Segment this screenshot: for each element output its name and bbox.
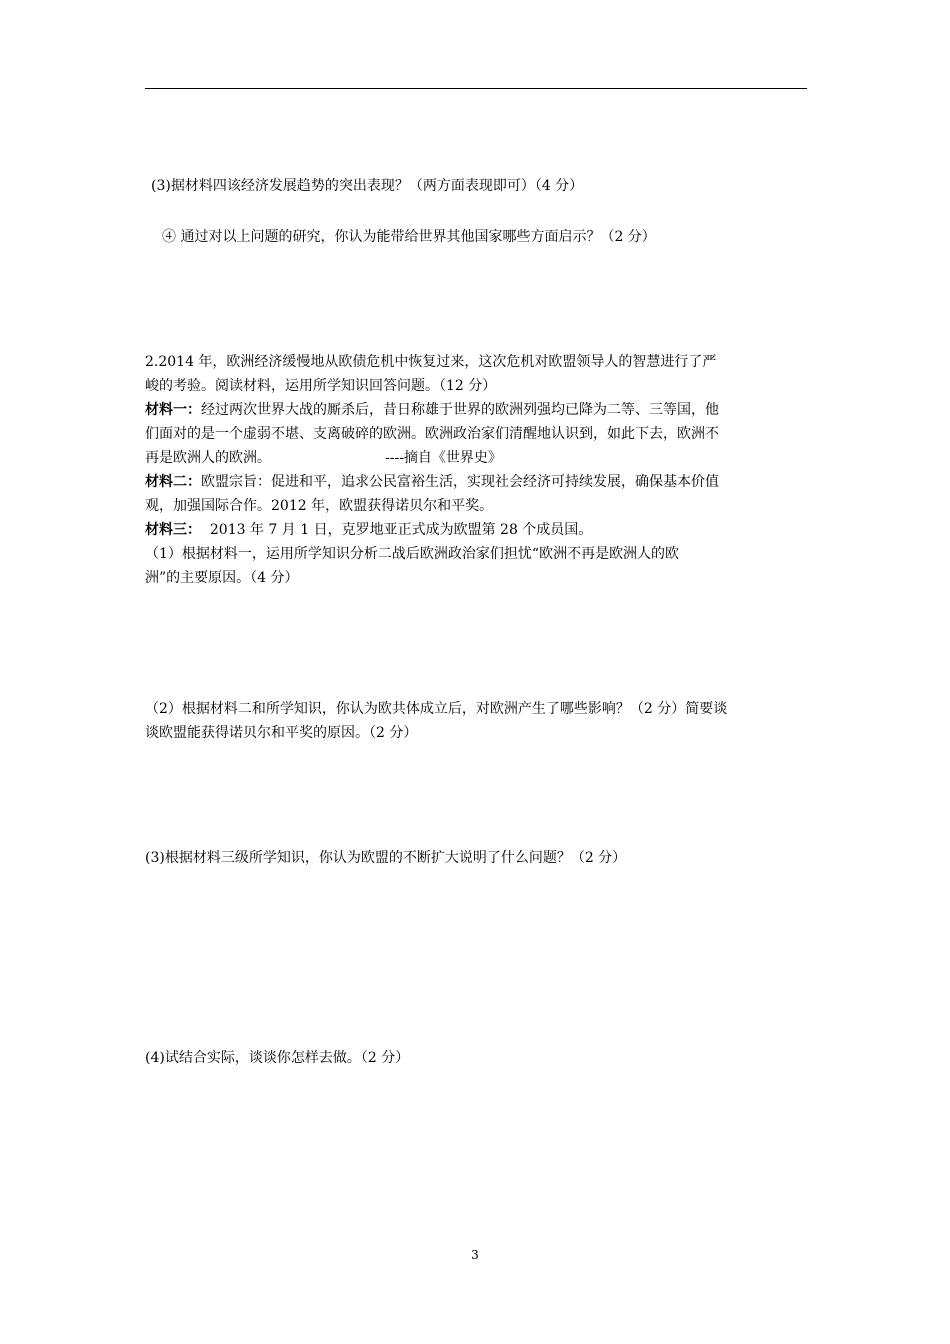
question-2-intro-line-1: 2.2014 年，欧洲经济缓慢地从欧债危机中恢复过来，这次危机对欧盟领导人的智慧进行了严 xyxy=(145,354,717,370)
material-3-line xyxy=(145,518,810,542)
material-1-line-1 xyxy=(145,398,810,422)
page-number: 3 xyxy=(471,1248,479,1262)
subquestion-3: (3)根据材料三级所学知识，你认为欧盟的不断扩大说明了什么问题？（2 分） xyxy=(145,850,627,866)
material-1-label: 材料一： xyxy=(145,402,201,418)
material-1-line-3 xyxy=(145,446,810,470)
subquestion-2-line-2: 谈欧盟能获得诺贝尔和平奖的原因。（2 分） xyxy=(145,725,418,741)
subquestion-1-line-1: （1）根据材料一，运用所学知识分析二战后欧洲政治家们担忧“欧洲不再是欧洲人的欧 xyxy=(145,546,680,562)
question-2-intro-line-2: 峻的考验。阅读材料，运用所学知识回答问题。（12 分） xyxy=(145,378,497,394)
material-3-label: 材料三： xyxy=(145,522,201,538)
subquestion-4: (4)试结合实际，谈谈你怎样去做。（2 分） xyxy=(145,1050,410,1066)
subquestion-1-line-2: 洲”的主要原因。（4 分） xyxy=(145,570,299,586)
material-2-line-2: 观，加强国际合作。2012 年，欧盟获得诺贝尔和平奖。 xyxy=(145,498,494,514)
question-1-part-3: (3)据材料四该经济发展趋势的突出表现？（两方面表现即可）（4 分） xyxy=(151,178,584,194)
header-rule xyxy=(145,88,807,89)
question-1-part-4: ④ 通过对以上问题的研究，你认为能带给世界其他国家哪些方面启示？（2 分） xyxy=(162,229,656,245)
material-2-line-1 xyxy=(145,470,810,494)
material-2-label: 材料二： xyxy=(145,474,201,490)
material-2-text: 欧盟宗旨：促进和平，追求公民富裕生活，实现社会经济可持续发展，确保基本价值 xyxy=(201,474,719,490)
material-1-source: ----摘自《世界史》 xyxy=(385,450,502,466)
material-1-text: 经过两次世界大战的厮杀后，昔日称雄于世界的欧洲列强均已降为二等、三等国，他 xyxy=(201,402,719,418)
material-3-text: 2013 年 7 月 1 日，克罗地亚正式成为欧盟第 28 个成员国。 xyxy=(201,522,593,538)
subquestion-2-line-1: （2）根据材料二和所学知识，你认为欧共体成立后，对欧洲产生了哪些影响？（2 分）简要谈 xyxy=(145,701,728,717)
material-1-text-end: 再是欧洲人的欧洲。 xyxy=(145,450,271,466)
material-1-line-2: 们面对的是一个虚弱不堪、支离破碎的欧洲。欧洲政治家们清醒地认识到，如此下去，欧洲不 xyxy=(145,426,719,442)
